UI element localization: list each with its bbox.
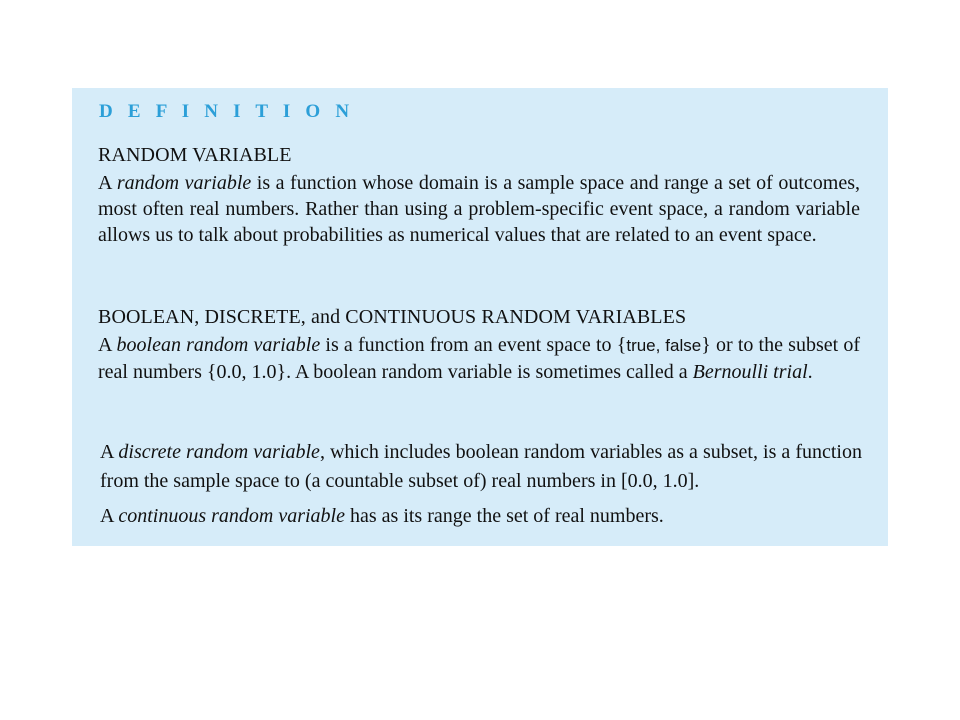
boolean-set-open-brace: { [616, 334, 627, 356]
discrete-text-rest: , which includes boolean random variables as a subset, is a function from the sample space to (a countable subset of) real numbers in [0.0, 1.0]. [100, 441, 862, 492]
boolean-text-middle: is a function from an event space to [320, 334, 617, 356]
definition-label: D E F I N I T I O N [99, 101, 355, 122]
variable-types-heading: BOOLEAN, DISCRETE, and CONTINUOUS RANDOM VARIABLES [98, 306, 687, 328]
definition-lower-panel [72, 418, 888, 546]
definition-upper-panel [72, 88, 888, 418]
random-variable-term: random variable [116, 172, 252, 194]
continuous-random-variable-term: continuous random variable [118, 505, 345, 527]
boolean-text-start: A [98, 334, 117, 356]
discrete-random-variable-term: discrete random variable [118, 441, 320, 463]
continuous-text-rest: has as its range the set of real numbers. [345, 505, 664, 527]
bernoulli-trial-term: Bernoulli trial [692, 361, 808, 383]
random-variable-paragraph [98, 170, 860, 248]
definition-box [72, 88, 888, 546]
boolean-text-period: . [807, 361, 813, 383]
random-variable-text-start: A [98, 172, 117, 194]
boolean-set-close-brace: } [701, 334, 711, 356]
boolean-random-variable-term: boolean random variable [116, 334, 321, 356]
boolean-set-values: true, false [626, 336, 702, 355]
boolean-text-end: . A boolean random variable is sometimes called a [286, 361, 693, 383]
random-variable-heading: RANDOM VARIABLE [98, 144, 292, 166]
real-number-set: {0.0, 1.0} [206, 361, 287, 383]
random-variable-text-rest: is a function whose domain is a sample space and range a set of outcomes, most often real numbers. Rather than using a problem-specific event space, a random variable allows us to talk about probabilities as numerical values that are related to an event space. [98, 172, 860, 246]
boolean-text-subset: or to the subset of real numbers [98, 334, 861, 383]
continuous-text-start: A [100, 505, 119, 527]
discrete-variable-paragraph [100, 438, 862, 496]
boolean-variable-paragraph [98, 332, 860, 385]
continuous-variable-paragraph [100, 502, 664, 531]
discrete-text-start: A [100, 441, 119, 463]
